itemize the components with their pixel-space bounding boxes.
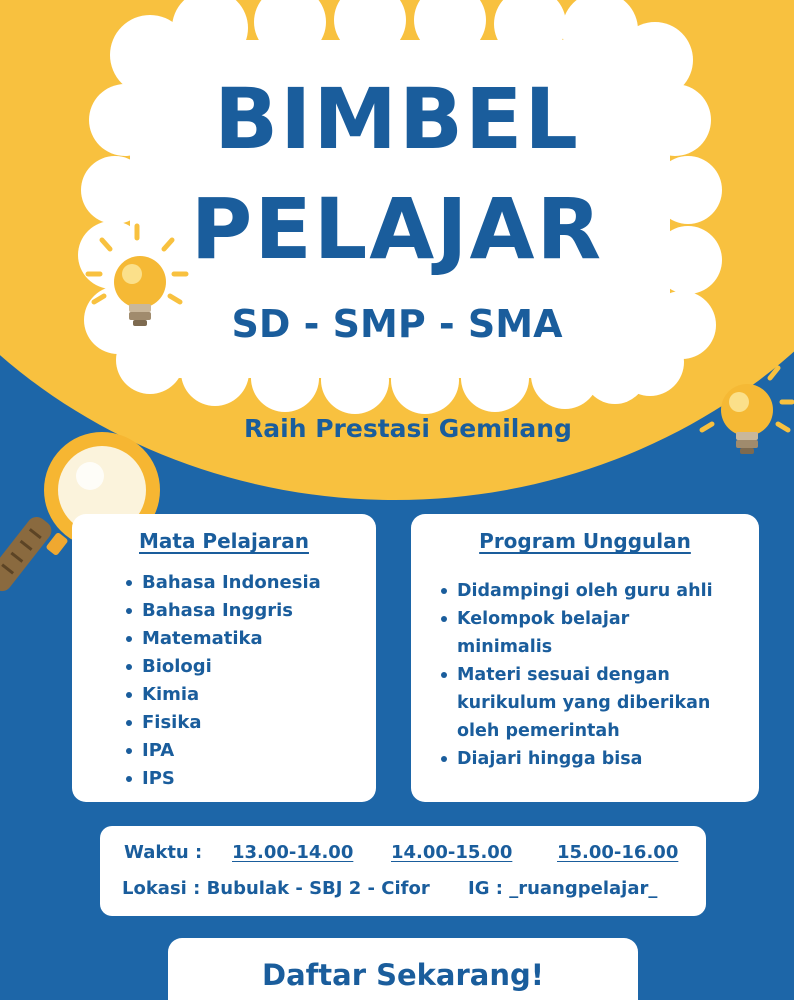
lightbulb-icon [82, 222, 192, 332]
subjects-list [126, 569, 376, 793]
programs-list [441, 577, 745, 773]
list-item [441, 745, 745, 773]
list-item-line: oleh pemerintah [457, 721, 620, 741]
schedule-slot: 15.00-16.00 [557, 842, 679, 863]
list-item: Kimia [126, 681, 376, 709]
list-item-line: Kelompok belajar [457, 609, 630, 629]
list-item: Bahasa Indonesia [126, 569, 376, 597]
register-now-button[interactable]: Daftar Sekarang! [168, 938, 638, 1000]
title-line-2: PELAJAR [190, 180, 604, 278]
list-item-line: Diajari hingga bisa [457, 749, 643, 769]
list-item: IPA [126, 737, 376, 765]
schedule-location-box [100, 826, 706, 916]
list-item: Matematika [126, 625, 376, 653]
school-levels: SD - SMP - SMA [231, 302, 563, 346]
list-item: Bahasa Inggris [126, 597, 376, 625]
list-item [441, 605, 745, 661]
tagline: Raih Prestasi Gemilang [244, 414, 572, 443]
list-item: Biologi [126, 653, 376, 681]
list-item-line: kurikulum yang diberikan [457, 693, 711, 713]
schedule-label: Waktu : [124, 842, 203, 863]
schedule-slot: 13.00-14.00 [232, 842, 354, 863]
list-item [441, 661, 745, 745]
list-item: IPS [126, 765, 376, 793]
list-item-line: Materi sesuai dengan [457, 665, 670, 685]
lightbulb-icon [690, 352, 794, 462]
list-item [441, 577, 745, 605]
subjects-heading: Mata Pelajaran [139, 529, 309, 553]
title-line-1: BIMBEL [214, 70, 580, 168]
subjects-card [72, 514, 376, 802]
programs-card [411, 514, 759, 802]
list-item-line: Didampingi oleh guru ahli [457, 581, 713, 601]
location-text: Lokasi : Bubulak - SBJ 2 - Cifor [122, 878, 430, 899]
list-item-line: minimalis [457, 637, 553, 657]
instagram-handle: IG : _ruangpelajar_ [468, 878, 658, 899]
schedule-slot: 14.00-15.00 [391, 842, 513, 863]
programs-heading: Program Unggulan [479, 529, 691, 553]
list-item: Fisika [126, 709, 376, 737]
